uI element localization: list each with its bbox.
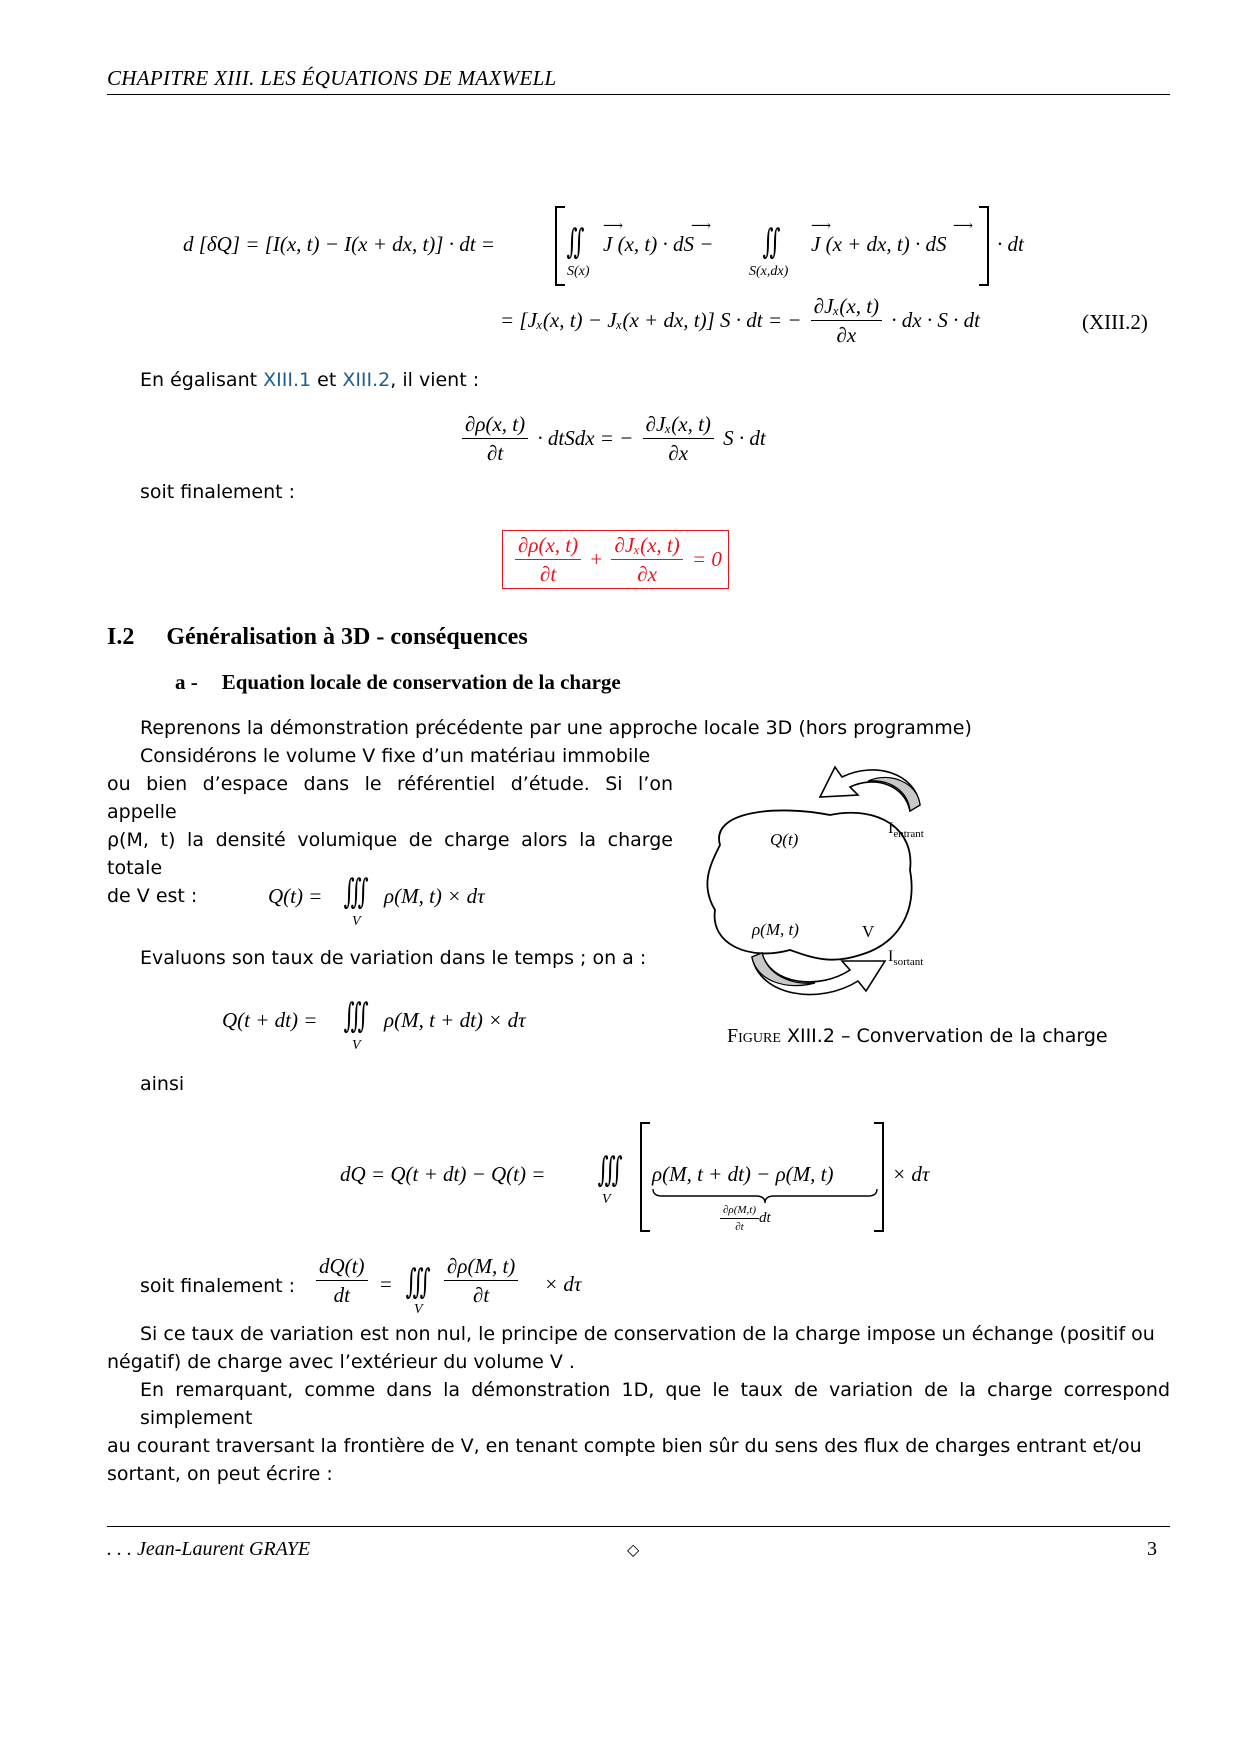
eq6-right-bracket xyxy=(874,1122,884,1232)
boxed-result-equation: $\frac{\partial\rho(x, t)}{\partial t}$ + $\frac{\text{∂Jₓ(x, t)}}{\partial x}$ = 0 xyxy=(502,530,729,589)
figure-q-label: Q(t) xyxy=(770,830,799,849)
vector-arrow: ⟶ xyxy=(953,219,974,234)
equation-dq: dQ = Q(t + dt) − Q(t) = ∭ V ρ(M, t + dt) − ρ(M, t) $\frac{\partial\rho(M,t)}{\partial t}$ dt × dτ xyxy=(340,1122,940,1232)
eq1-line2-tail: · dx · S · dt xyxy=(891,308,980,332)
int2-body: J (x + dx, t) · dS xyxy=(811,232,947,256)
vector-arrow: ⟶ xyxy=(811,219,832,234)
paragraph-variation: Evaluons son taux de variation dans le temps ; on a : xyxy=(140,947,647,969)
eq6-left-bracket xyxy=(640,1122,650,1232)
paragraph-equating: En égalisant XIII.1 et XIII.2, il vient : xyxy=(140,369,480,391)
figure-caption: Figure XIII.2 – Convervation de la charge xyxy=(727,1025,1108,1047)
figure-i-in-label: $I_{entrant}$ xyxy=(888,820,924,840)
figure-v-label: V xyxy=(862,922,875,941)
equation-ref-link[interactable]: XIII.2 xyxy=(342,369,391,391)
int2-subscript: S(x,dx) xyxy=(749,264,789,279)
header-rule xyxy=(107,94,1170,95)
section-heading: I.2 Généralisation à 3D - conséquences xyxy=(107,624,528,650)
paragraph-3d-approach: Reprenons la démonstration précédente par une approche locale 3D (hors programme) xyxy=(140,717,972,739)
page-number: 3 xyxy=(1147,1538,1157,1560)
right-bracket xyxy=(979,206,989,286)
eq1-line2-lhs: = [Jₓ(x, t) − Jₓ(x + dx, t)] S · dt = − xyxy=(500,308,802,332)
underbrace-label: $\frac{\partial\rho(M,t)}{\partial t}$ dt xyxy=(720,1204,771,1233)
equation-ref-link[interactable]: XIII.1 xyxy=(263,369,312,391)
integral-double: ∬ xyxy=(566,224,585,261)
equation-label: (XIII.2) xyxy=(1082,310,1148,334)
figure-i-out-label: $I_{sortant}$ xyxy=(888,948,924,968)
paragraph-nonzero-rate: Si ce taux de variation est non nul, le principe de conservation de la charge impose un échange (positif ou négatif) de charge avec l’extérieur du volume V . xyxy=(107,1323,1155,1373)
eq1-lhs: d [δQ] = [I(x, t) − I(x + dx, t)] · dt = xyxy=(183,232,495,256)
eq1-tail: · dt xyxy=(997,232,1024,256)
subsection-heading: a - Equation locale de conservation de la charge xyxy=(175,670,621,694)
paragraph-remark-current: En remarquant, comme dans la démonstration 1D, que le taux de variation de la charge correspond simplement au courant traversant la frontière de V, en tenant compte bien sûr du sens des flux de charges entrant et/ou sortant, on peut écrire : xyxy=(107,1379,1170,1485)
arrow-out-fill xyxy=(752,953,815,986)
footer-author: . . . Jean-Laurent GRAYE xyxy=(107,1538,311,1560)
left-bracket xyxy=(555,206,565,286)
eq1-line2-fraction: $\frac{\text{∂Jₓ(x, t)}}{\partial x}$ xyxy=(811,294,882,347)
equation-line-2 xyxy=(500,294,980,347)
paragraph-finally: soit finalement : xyxy=(140,481,296,503)
paragraph-thus: ainsi xyxy=(140,1073,185,1095)
vector-arrow: ⟶ xyxy=(691,219,712,234)
int1-subscript: S(x) xyxy=(567,264,590,279)
equation-2: $\frac{\partial\rho(x, t)}{\partial t}$ · dtSdx = − $\frac{\text{∂Jₓ(x, t)}}{\partial x}$ S · dt xyxy=(458,412,766,465)
running-header: CHAPITRE XIII. LES ÉQUATIONS DE MAXWELL xyxy=(107,66,557,90)
paragraph-volume: Considérons le volume V fixe d’un matériau immobile ou bien d’espace dans le référentiel d’étude. Si l’on appelle ρ(M, t) la densité volumique de charge alors la charge totale de V est : xyxy=(107,745,673,907)
equation-dq-dt: soit finalement : $\frac{dQ(t)}{dt}$ = ∭ V $\frac{\partial\rho(M, t)}{\partial t}$ × dτ xyxy=(140,1254,582,1317)
vector-arrow: ⟶ xyxy=(603,219,624,234)
charge-conservation-figure xyxy=(690,765,960,1000)
footer-diamond: ◇ xyxy=(627,1542,640,1559)
volume-blob xyxy=(707,810,911,959)
footer-rule xyxy=(107,1526,1170,1527)
figure-rho-label: ρ(M, t) xyxy=(752,920,799,939)
int1-body: J (x, t) · dS − xyxy=(603,232,714,256)
integral-double-2: ∬ xyxy=(762,224,781,261)
underbrace xyxy=(652,1188,878,1204)
